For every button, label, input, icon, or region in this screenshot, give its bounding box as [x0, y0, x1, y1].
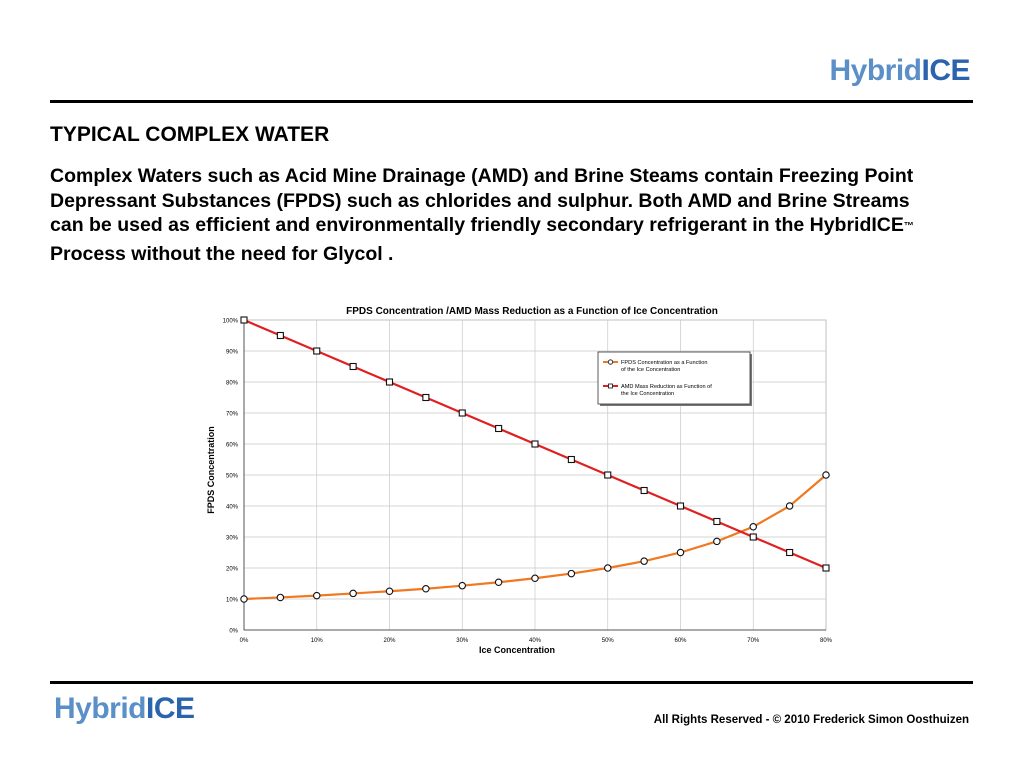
series-1-point [459, 582, 465, 588]
y-tick-label: 10% [225, 597, 238, 604]
slide-body-text [50, 164, 930, 266]
series-1-point [786, 503, 792, 509]
x-tick-label: 60% [674, 638, 687, 644]
x-tick-label: 30% [456, 638, 469, 644]
legend-entry-line: AMD Mass Reduction as Function of [621, 384, 712, 390]
legend-marker [608, 360, 612, 364]
x-tick-label: 80% [819, 638, 833, 644]
y-tick-label: 50% [225, 473, 238, 480]
series-1-point [495, 579, 501, 585]
series-2-point [459, 410, 465, 416]
x-tick-label: 40% [528, 638, 542, 644]
series-1-point [605, 565, 611, 571]
x-tick-label: 70% [747, 638, 760, 644]
series-2-point [496, 426, 502, 432]
series-2-point [532, 441, 538, 447]
series-2-point [787, 550, 793, 556]
series-1-point [532, 575, 538, 581]
series-2-point [750, 534, 756, 540]
series-1-point [277, 594, 283, 600]
legend-entry-line: of the Ice Concentration [621, 367, 681, 373]
series-1-point [423, 586, 429, 592]
series-2-point [568, 457, 574, 463]
series-1-point [823, 472, 829, 478]
copyright-footer: All Rights Reserved - © 2010 Frederick Simon Oosthuizen [653, 714, 969, 726]
series-1-point [314, 592, 320, 598]
trademark-symbol: ™ [903, 221, 914, 232]
footer-divider [50, 681, 973, 684]
hybridice-logo-top [829, 54, 970, 88]
series-1-point [241, 596, 247, 602]
logo-text-ice: ICE [146, 692, 195, 725]
x-tick-label: 50% [601, 638, 614, 644]
series-1-point [568, 570, 574, 576]
series-2-point [387, 379, 393, 385]
y-tick-label: 70% [225, 411, 238, 418]
y-tick-label: 90% [225, 349, 238, 356]
series-2-point [241, 317, 247, 323]
fpds-amd-chart [200, 300, 840, 660]
legend-entry-line: the Ice Concentration [621, 391, 675, 397]
chart-x-axis-label: Ice Concentration [478, 645, 556, 655]
y-tick-label: 80% [225, 380, 238, 387]
chart-y-axis-label: FPDS Concentration [206, 426, 216, 514]
series-1-point [386, 588, 392, 594]
series-1-point [750, 524, 756, 530]
y-tick-label: 40% [225, 504, 238, 511]
series-1-point [641, 558, 647, 564]
logo-text-hybrid: Hybrid [54, 692, 147, 725]
legend-marker [609, 384, 613, 388]
header-divider [50, 100, 973, 103]
body-text-part2: Process without the need for Glycol . [50, 242, 394, 265]
series-1-point [350, 590, 356, 596]
series-2-point [350, 364, 356, 370]
chart-title: FPDS Concentration /AMD Mass Reduction as a Function of Ice Concentration [346, 306, 718, 317]
logo-text-hybrid: Hybrid [829, 54, 922, 87]
series-1-point [714, 538, 720, 544]
series-2-point [641, 488, 647, 494]
series-2-point [714, 519, 720, 525]
slide-title: TYPICAL COMPLEX WATER [50, 123, 330, 146]
chart-legend [598, 352, 752, 406]
series-2-point [277, 333, 283, 339]
logo-text-ice: ICE [921, 54, 970, 87]
y-tick-label: 0% [229, 628, 238, 635]
series-2-point [423, 395, 429, 401]
legend-entry-line: FPDS Concentration as a Function [621, 360, 708, 366]
x-tick-label: 20% [383, 638, 396, 644]
hybridice-logo-bottom [54, 692, 195, 726]
x-tick-label: 0% [239, 638, 249, 644]
body-text-part1: Complex Waters such as Acid Mine Drainage (AMD) and Brine Steams contain Freezing Point Depressant Substances (FPDS) such as chlorides and sulphur. Both AMD and Brine Streams can be used as efficient and environmentally friendly secondary refrigerant in the HybridICE [50, 165, 914, 236]
y-tick-label: 60% [225, 442, 238, 449]
series-2-point [314, 348, 320, 354]
y-tick-label: 20% [225, 566, 238, 573]
x-tick-label: 10% [310, 638, 323, 644]
series-1-point [677, 549, 683, 555]
y-tick-label: 100% [222, 318, 238, 325]
series-2-point [605, 472, 611, 478]
series-2-point [823, 565, 829, 571]
series-2-point [678, 503, 684, 509]
y-tick-label: 30% [225, 535, 238, 542]
